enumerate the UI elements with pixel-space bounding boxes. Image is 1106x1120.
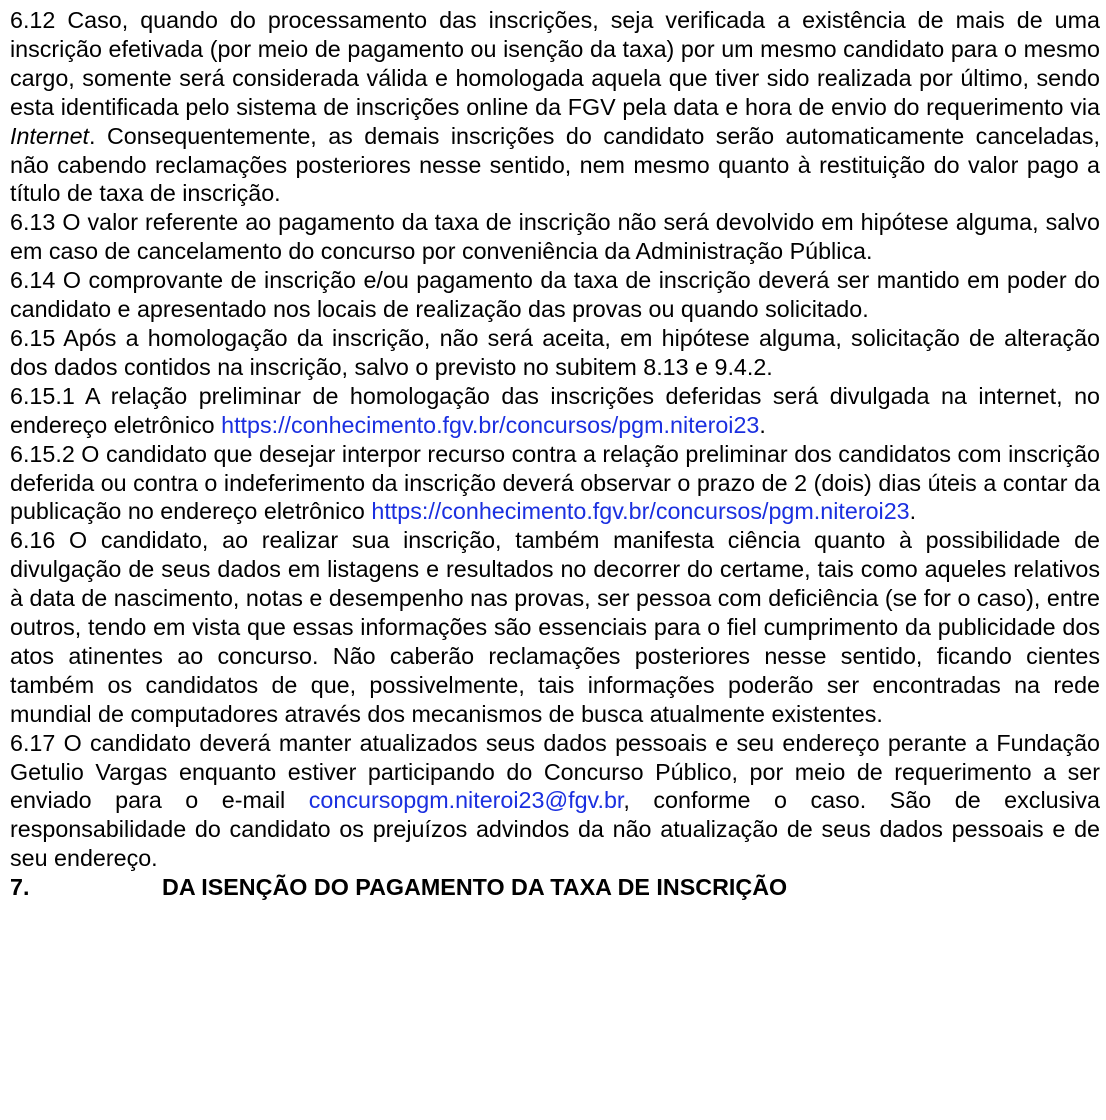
paragraph-6-15-1-end: .	[759, 411, 766, 438]
paragraph-6-17-end: , conforme o caso. São de exclusiva responsabilidade do candidato os prejuízos advindos da não atualização de seus dados pessoais e de seu endereço.	[10, 787, 1100, 872]
paragraph-6-12-italic-internet: Internet	[10, 122, 90, 149]
paragraph-6-15-2-text: 6.15.2 O candidato que desejar interpor recurso contra a relação preliminar dos candidatos com inscrição deferida ou contra o indeferimento da inscrição deverá observar o prazo de 2 (dois) dias úteis a contar da publicação no endereço eletrônico	[10, 440, 1100, 525]
email-link[interactable]: concursopgm.niteroi23@fgv.br	[308, 787, 624, 814]
concursos-link[interactable]: https://conhecimento.fgv.br/concursos/pgm.niteroi23	[371, 498, 910, 525]
paragraph-6-17	[10, 729, 1100, 874]
paragraph-6-15: 6.15 Após a homologação da inscrição, não será aceita, em hipótese alguma, solicitação de alteração dos dados contidos na inscrição, salvo o previsto no subitem 8.13 e 9.4.2.	[10, 324, 1100, 380]
paragraph-6-15-1-text: 6.15.1 A relação preliminar de homologação das inscrições deferidas será divulgada na internet, no endereço eletrônico	[10, 382, 1100, 438]
paragraph-6-15-2-end: .	[909, 498, 917, 525]
section-number: 7.	[10, 874, 30, 901]
paragraph-6-14: 6.14 O comprovante de inscrição e/ou pagamento da taxa de inscrição deverá ser mantido em poder do candidato e apresentado nos locais de realização das provas ou quando solicitado.	[10, 267, 1100, 323]
paragraph-6-17-text: 6.17 O candidato deverá manter atualizados seus dados pessoais e seu endereço perante a Fundação Getulio Vargas enquanto estiver participando do Concurso Público, por meio de requerimento a ser enviado para o e-mail	[10, 729, 1100, 814]
section-heading-7	[10, 873, 1100, 902]
section-title: DA ISENÇÃO DO PAGAMENTO DA TAXA DE INSCRIÇÃO	[162, 874, 788, 901]
paragraph-6-12	[10, 6, 1100, 208]
paragraph-6-15-1	[10, 382, 1100, 440]
paragraph-6-12-text-before: 6.12 Caso, quando do processamento das inscrições, seja verificada a existência de mais de uma inscrição efetivada (por meio de pagamento ou isenção da taxa) por um mesmo candidato para o mesmo cargo, somente será considerada válida e homologada aquela que tiver sido realizada por último, sendo esta identificada pelo sistema de inscrições online da FGV pela data e hora de envio do requerimento via	[10, 7, 1100, 120]
paragraph-6-16: 6.16 O candidato, ao realizar sua inscrição, também manifesta ciência quanto à possibilidade de divulgação de seus dados em listagens e resultados no decorrer do certame, tais como aqueles relativos à data de nascimento, notas e desempenho nas provas, ser pessoa com deficiência (se for o caso), entre outros, tendo em vista que essas informações são essenciais para o fiel cumprimento da publicidade dos atos atinentes ao concurso. Não caberão reclamações posteriores nesse sentido, ficando cientes também os candidatos de que, possivelmente, tais informações poderão ser encontradas na rede mundial de computadores através dos mecanismos de busca atualmente existentes.	[10, 527, 1100, 727]
concursos-link[interactable]: https://conhecimento.fgv.br/concursos/pgm.niteroi23	[221, 411, 760, 438]
paragraph-6-15-2	[10, 440, 1100, 527]
paragraph-6-12-text-after: . Consequentemente, as demais inscrições do candidato serão automaticamente canceladas, não cabendo reclamações posteriores nesse sentido, nem mesmo quanto à restituição do valor pago a título de taxa de inscrição.	[10, 122, 1100, 207]
paragraph-6-13: 6.13 O valor referente ao pagamento da taxa de inscrição não será devolvido em hipótese alguma, salvo em caso de cancelamento do concurso por conveniência da Administração Pública.	[10, 209, 1100, 265]
